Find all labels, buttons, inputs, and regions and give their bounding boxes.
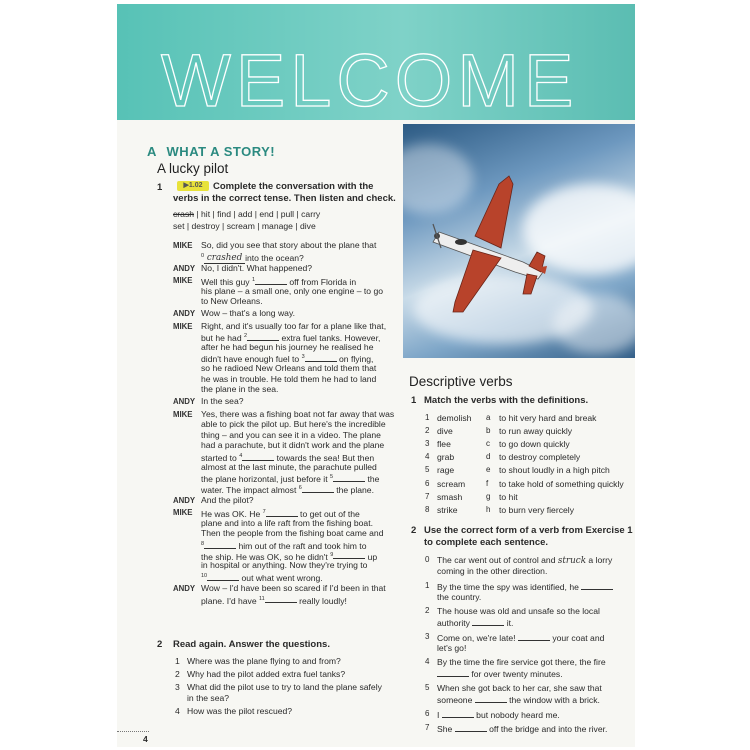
definition-text: to destroy completely xyxy=(499,452,581,463)
dialogue-line: And the pilot? xyxy=(201,495,254,505)
speaker-label: ANDY xyxy=(173,263,196,273)
dialogue-line: Then the people from the fishing boat came and xyxy=(201,528,384,539)
gap-number: 10 xyxy=(201,572,208,579)
word-separator: | xyxy=(230,209,238,219)
answer-blank[interactable] xyxy=(255,276,287,285)
dialogue-line: $^0$ crashed into the ocean? xyxy=(201,252,304,264)
gap-number: 7 xyxy=(262,509,266,516)
page-rule xyxy=(117,731,149,732)
verb-number: 1 xyxy=(425,413,430,422)
answer-blank[interactable] xyxy=(204,540,236,549)
verb-word: scream xyxy=(437,478,466,489)
speaker-label: ANDY xyxy=(173,309,196,319)
sentence-text: for over twenty minutes. xyxy=(437,668,563,680)
sentence-text: By the time the fire service got there, the fire xyxy=(437,657,606,668)
dialogue-line: Wow – I'd have been so scared if I'd been in that xyxy=(201,583,386,593)
question-text: What did the pilot use to try to land the plane safely xyxy=(187,682,382,692)
verb-word: demolish xyxy=(437,413,472,423)
dialogue-line: In the sea? xyxy=(201,396,244,407)
verb-number: 7 xyxy=(425,491,430,501)
answer-blank[interactable] xyxy=(305,353,337,362)
verb-word: dive xyxy=(437,426,453,437)
answer-blank[interactable] xyxy=(302,484,334,493)
exercise-number: 2 xyxy=(411,525,417,536)
exercise-instruction-1: Use the correct form of a verb from Exercise 1 xyxy=(424,525,633,536)
word-bank-item: carry xyxy=(301,209,321,219)
audio-track-badge[interactable] xyxy=(177,181,209,191)
dialogue-line: Wow – that's a long way. xyxy=(201,308,295,319)
exercise-instruction-1: Complete the conversation with the xyxy=(213,181,374,192)
exercise-instruction: Read again. Answer the questions. xyxy=(173,639,330,650)
gap-number: 4 xyxy=(239,453,243,459)
question-text: Why had the pilot added extra fuel tanks? xyxy=(187,669,346,679)
dialogue-line: after he had begun his journey he realised he xyxy=(201,341,374,352)
question-text: How was the pilot rescued? xyxy=(187,706,293,716)
dialogue-line: but he had $^2$ extra fuel tanks. However, xyxy=(201,333,381,344)
word-bank-row-1 xyxy=(173,209,320,220)
handwritten-answer: struck xyxy=(557,556,587,566)
speaker-label: MIKE xyxy=(173,508,193,518)
definition-text: to take hold of something quickly xyxy=(499,478,624,489)
dialogue-line: $^8$ him out of the raft and took him to xyxy=(201,540,367,551)
gap-number: 2 xyxy=(244,333,248,340)
definition-letter: e xyxy=(486,465,491,475)
dialogue-line: able to pick the pilot up. But here's the incredible xyxy=(201,419,386,430)
definition-letter: h xyxy=(486,504,491,514)
sentence-text: authority it. xyxy=(437,618,514,629)
word-bank-item: manage xyxy=(261,221,293,231)
airplane-photo xyxy=(403,124,635,358)
exercise-instruction-2: verbs in the correct tense. Then listen and check. xyxy=(173,193,396,204)
exercise-number: 2 xyxy=(157,639,163,650)
dialogue-line: water. The impact almost $^6$ the plane. xyxy=(201,484,374,495)
dialogue-line: to New Orleans. xyxy=(201,296,263,307)
banner-title: WELCOME xyxy=(161,39,579,122)
question-text: in the sea? xyxy=(187,693,230,703)
dialogue-line: the plane in the sea. xyxy=(201,384,279,395)
track-number: 1.02 xyxy=(188,182,203,189)
sentence-text: She off the bridge and into the river. xyxy=(437,724,608,735)
sentence-number: 4 xyxy=(425,657,430,667)
gap-number: 6 xyxy=(298,484,302,491)
word-separator: | xyxy=(292,221,300,231)
answer-blank[interactable] xyxy=(242,452,274,461)
answer-blank[interactable] xyxy=(207,572,239,581)
dialogue-line: Yes, there was a fishing boat not far away that was xyxy=(201,408,395,419)
sentence-text: The car went out of control and struck a lorry xyxy=(437,555,613,566)
sentence-text: let's go! xyxy=(437,642,467,653)
word-bank-item: end xyxy=(259,209,274,219)
sentence-number: 5 xyxy=(425,683,430,692)
verb-number: 5 xyxy=(425,465,430,475)
speaker-label: ANDY xyxy=(173,397,196,407)
gap-number: 3 xyxy=(301,354,305,361)
definition-letter: g xyxy=(486,491,491,501)
exercise-number: 1 xyxy=(157,182,163,193)
section-letter: A xyxy=(147,144,157,159)
definition-text: to burn very fiercely xyxy=(499,504,574,515)
answer-blank[interactable] xyxy=(333,550,365,559)
speaker-label: MIKE xyxy=(173,241,193,250)
sentence-number: 0 xyxy=(425,555,430,564)
section-title: WHAT A STORY! xyxy=(166,144,276,159)
verb-word: strike xyxy=(437,504,458,515)
word-bank-item: dive xyxy=(299,221,316,231)
answer-blank[interactable] xyxy=(581,581,613,590)
sentence-text: By the time the spy was identified, he xyxy=(437,581,613,593)
answer-blank[interactable] xyxy=(472,617,504,626)
word-bank-item: add xyxy=(238,209,253,219)
dialogue-line: plane. I'd have $^{11}$ really loudly! xyxy=(201,595,347,606)
dialogue-line: $^{10}$ out what went wrong. xyxy=(201,572,323,583)
answer-blank[interactable] xyxy=(265,594,297,603)
word-separator: | xyxy=(184,221,192,231)
sentence-text: someone the window with a brick. xyxy=(437,695,600,705)
sentence-text: coming in the other direction. xyxy=(437,566,548,576)
definition-text: to run away quickly xyxy=(499,426,573,437)
welcome-banner xyxy=(117,4,635,120)
answer-blank[interactable] xyxy=(266,508,298,517)
definition-text: to shout loudly in a high pitch xyxy=(499,465,610,476)
page-number: 4 xyxy=(143,734,148,744)
exercise-instruction-2: to complete each sentence. xyxy=(424,537,549,548)
answer-blank[interactable] xyxy=(475,694,507,703)
sentence-text: the country. xyxy=(437,591,482,602)
word-bank-item: hit xyxy=(201,209,211,219)
dialogue-line: plane and into a life raft from the fishing boat. xyxy=(201,517,373,528)
textbook-page xyxy=(117,4,635,747)
gap-number: 8 xyxy=(201,541,205,547)
handwritten-answer: crashed xyxy=(204,253,246,264)
word-separator: | xyxy=(252,209,260,219)
verb-word: grab xyxy=(437,452,455,463)
gap-number: 0 xyxy=(201,252,205,259)
word-bank-item: set xyxy=(173,221,185,231)
answer-blank[interactable] xyxy=(455,723,487,732)
sentence-number: 6 xyxy=(425,708,430,718)
dialogue-line: thing – and you can see it in a video. The plane xyxy=(201,429,381,440)
sentence-number: 3 xyxy=(425,631,430,641)
word-bank-item: scream xyxy=(226,221,255,231)
verb-number: 8 xyxy=(425,504,430,514)
question-number: 3 xyxy=(175,682,180,692)
gap-number: 5 xyxy=(330,474,334,481)
section-subtitle: A lucky pilot xyxy=(157,161,229,176)
airplane-icon xyxy=(403,124,635,358)
dialogue-line: Right, and it's usually too far for a plane like that, xyxy=(201,320,387,331)
section-heading xyxy=(147,144,275,159)
word-separator: | xyxy=(273,209,281,219)
word-separator: | xyxy=(210,209,218,219)
question-number: 4 xyxy=(175,706,180,716)
dialogue-line: didn't have enough fuel to $^3$ on flying, xyxy=(201,354,374,365)
word-bank-item: destroy xyxy=(191,221,220,231)
question-number: 1 xyxy=(175,656,180,666)
verb-word: smash xyxy=(437,491,463,502)
dialogue-line: the ship. He was OK, so he didn't $^9$ up xyxy=(201,551,378,562)
question-number: 2 xyxy=(175,669,180,679)
speaker-label: ANDY xyxy=(173,584,196,593)
word-separator: | xyxy=(294,209,302,219)
verb-word: flee xyxy=(437,439,451,450)
sentence-number: 7 xyxy=(425,723,430,733)
dialogue-line: the plane horizontal, just before it $^5$ the xyxy=(201,474,380,485)
dialogue-line: so he radioed New Orleans and told them that xyxy=(201,363,377,373)
definition-text: to go down quickly xyxy=(499,439,570,450)
dialogue-line: started to $^4$ towards the sea! But then xyxy=(201,452,375,463)
word-bank-item: pull xyxy=(280,209,295,219)
answer-blank[interactable] xyxy=(437,668,469,677)
sentence-text: Come on, we're late! your coat and xyxy=(437,632,605,643)
speaker-label: MIKE xyxy=(173,276,193,285)
word-bank-item: find xyxy=(217,209,231,219)
dialogue-line: So, did you see that story about the plane that xyxy=(201,240,377,250)
sentence-text: I but nobody heard me. xyxy=(437,709,560,720)
word-bank-item: crash xyxy=(173,209,195,219)
word-separator: | xyxy=(254,221,262,231)
definition-letter: b xyxy=(486,426,491,436)
definition-letter: a xyxy=(486,413,491,422)
verb-number: 6 xyxy=(425,478,430,488)
dialogue-line: almost at the last minute, the parachute pulled xyxy=(201,461,377,472)
dialogue-line: his plane – a small one, only one engine – to go xyxy=(201,285,384,296)
dialogue-line: Well this guy $^1$ off from Florida in xyxy=(201,276,357,287)
definition-letter: f xyxy=(486,478,489,488)
sentence-text: The house was old and unsafe so the local xyxy=(437,606,600,617)
verb-number: 2 xyxy=(425,426,430,436)
speaker-icon: ▶ xyxy=(183,182,189,189)
dialogue-line: had a parachute, but it didn't work and the plane xyxy=(201,440,385,451)
word-separator: | xyxy=(194,209,202,219)
definition-letter: c xyxy=(486,439,490,449)
answer-blank[interactable] xyxy=(518,632,550,641)
dialogue-line: He was OK. He $^7$ to get out of the xyxy=(201,509,360,520)
answer-blank[interactable] xyxy=(442,709,474,718)
gap-number: 1 xyxy=(251,277,256,283)
definition-text: to hit xyxy=(499,491,518,502)
sentence-number: 1 xyxy=(425,580,430,590)
speaker-label: MIKE xyxy=(173,409,193,419)
descriptive-verbs-title: Descriptive verbs xyxy=(409,374,513,389)
dialogue-line: in hospital or anything. Now they're trying to xyxy=(201,560,368,571)
answer-blank[interactable] xyxy=(333,473,365,482)
speaker-label: ANDY xyxy=(173,496,196,505)
exercise-instruction: Match the verbs with the definitions. xyxy=(424,395,589,406)
sentence-text: When she got back to her car, she saw that xyxy=(437,683,602,693)
speaker-label: MIKE xyxy=(173,321,193,331)
sentence-number: 2 xyxy=(425,606,430,616)
verb-number: 4 xyxy=(425,452,430,462)
answer-blank[interactable] xyxy=(247,332,279,341)
verb-number: 3 xyxy=(425,439,430,449)
question-text: Where was the plane flying to and from? xyxy=(187,656,341,666)
definition-letter: d xyxy=(486,452,491,462)
exercise-number: 1 xyxy=(411,395,417,406)
word-bank-row-2 xyxy=(173,221,316,232)
definition-text: to hit very hard and break xyxy=(499,413,597,423)
dialogue-line: No, I didn't. What happened? xyxy=(201,262,313,273)
gap-number: 11 xyxy=(259,595,265,602)
gap-number: 9 xyxy=(330,551,334,558)
verb-word: rage xyxy=(437,465,455,476)
word-separator: | xyxy=(219,221,227,231)
dialogue-line: he was in trouble. He told them he had to land xyxy=(201,373,377,384)
